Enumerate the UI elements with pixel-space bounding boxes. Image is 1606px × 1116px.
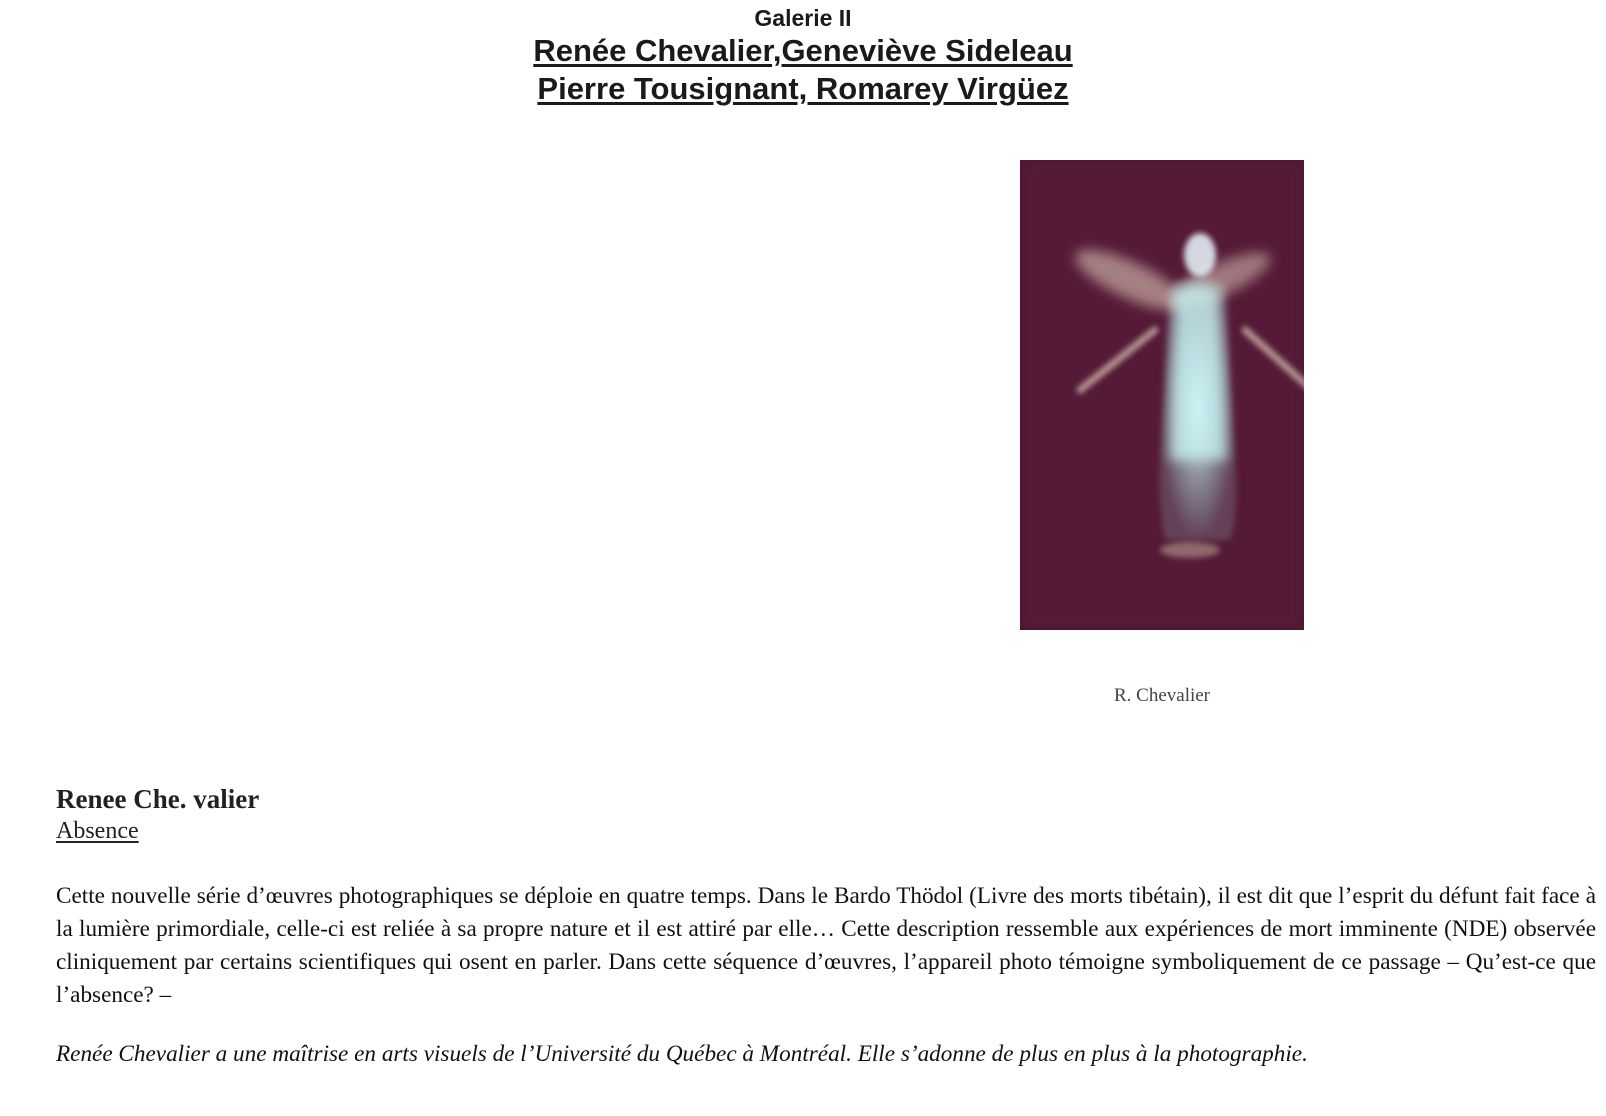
page-header: [0, 4, 1606, 108]
photo-caption: R. Chevalier: [1113, 685, 1211, 706]
series-title: Absence: [56, 818, 139, 844]
gallery-title: Galerie II: [754, 5, 852, 31]
artwork-photo: [1020, 160, 1304, 630]
artist-name: Renee Che. valier: [56, 784, 260, 814]
ghost-figure-image: [1020, 160, 1304, 630]
artists-line-1: Renée Chevalier,Geneviève Sideleau: [533, 33, 1073, 68]
artist-bio: Renée Chevalier a une maîtrise en arts visuels de l’Université du Québec à Montréal. Elle s’adonne de plus en plus à la photographie.: [56, 1041, 1308, 1067]
artist-section: [56, 782, 1596, 1071]
series-description: Cette nouvelle série d’œuvres photographiques se déploie en quatre temps. Dans le Bardo Thödol (Livre des morts tibétain), il est dit que l’esprit du défunt fait face à la lumière primordiale, celle-ci est reliée à sa propre nature et il est attiré par elle… Cette description ressemble aux expériences de mort imminente (NDE) observée cliniquement par certains scientifiques qui osent en parler. Dans cette séquence d’œuvres, l’appareil photo témoigne symboliquement de ce passage – Qu’est-ce que l’absence? –: [56, 883, 1596, 1008]
artists-line-2: Pierre Tousignant, Romarey Virgüez: [537, 71, 1069, 106]
